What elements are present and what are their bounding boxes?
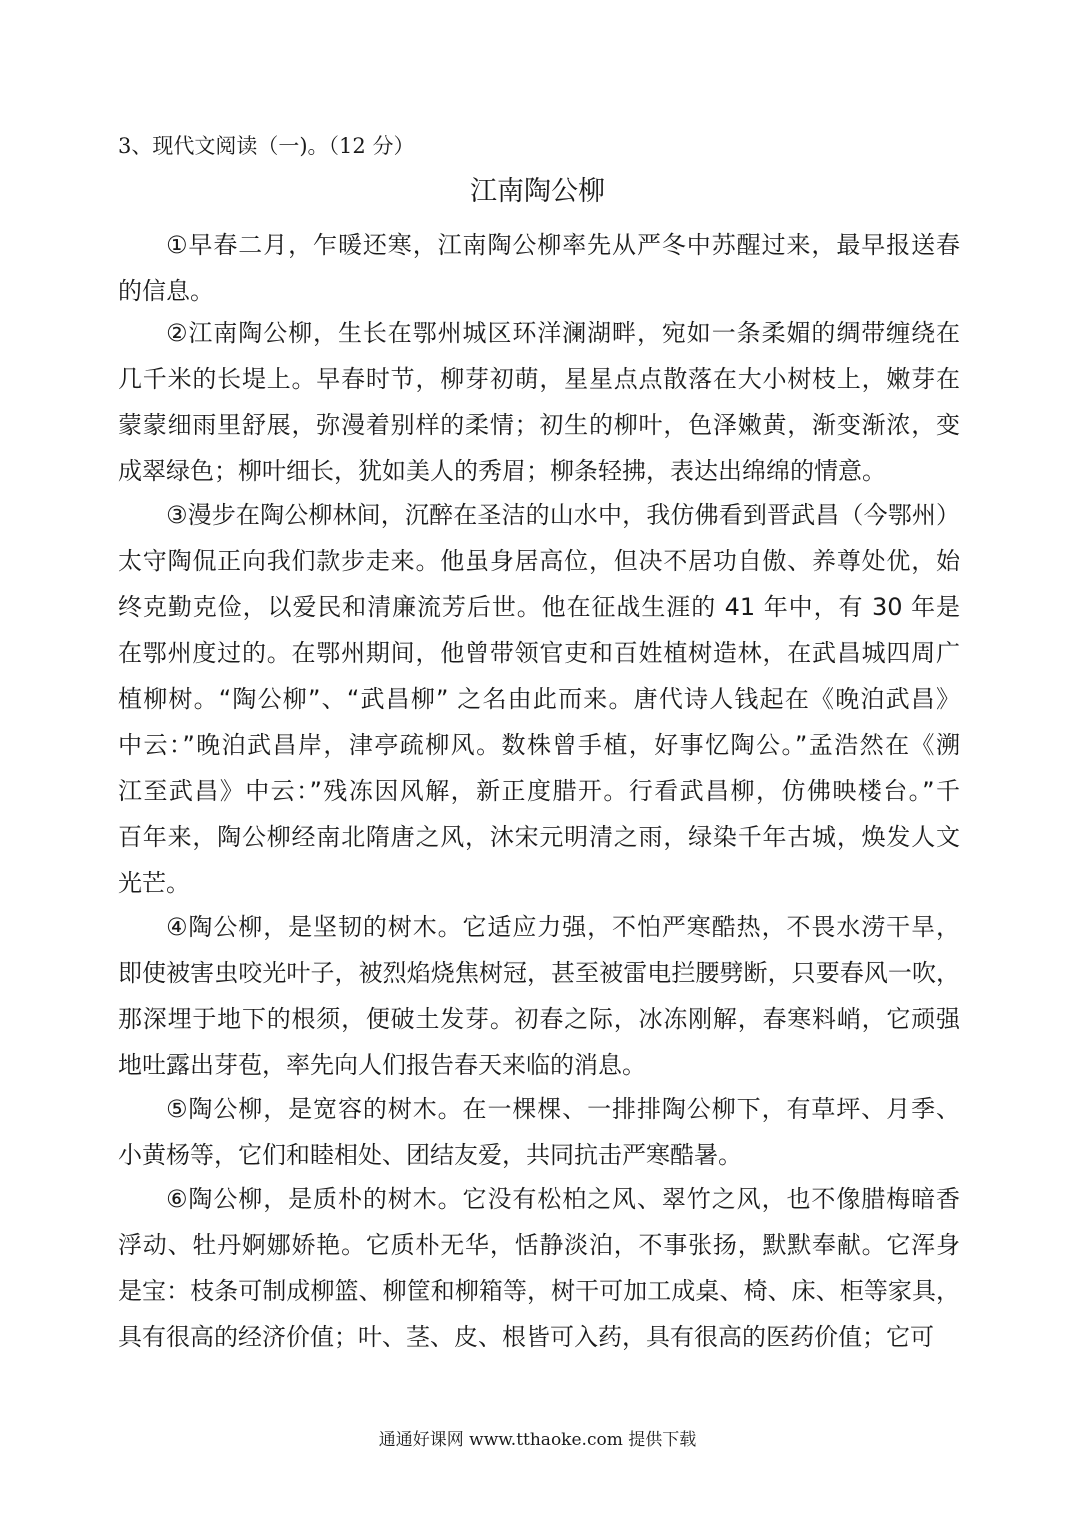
paragraph-line: 几千米的长堤上。早春时节，柳芽初萌，星星点点散落在大小树枝上，嫩芽在 [118,365,960,393]
paragraph-line: 小黄杨等，它们和睦相处、团结友爱，共同抗击严寒酷暑。 [118,1141,742,1169]
paragraph-line: 成翠绿色；柳叶细长，犹如美人的秀眉；柳条轻拂，表达出绵绵的情意。 [118,457,886,485]
paragraph-line: 植柳树。“陶公柳”、“武昌柳” 之名由此而来。唐代诗人钱起在《晚泊武昌》 [118,685,960,713]
question-heading: 3、现代文阅读（一)。（12 分） [118,134,415,158]
paragraph-line: 太守陶侃正向我们款步走来。他虽身居高位，但决不居功自傲、养尊处优，始 [118,547,960,575]
paragraph-6 [118,1176,960,1360]
paragraph-line: 浮动、牡丹婀娜娇艳。它质朴无华，恬静淡泊，不事张扬，默默奉献。它浑身 [118,1231,960,1259]
paragraph-line: 那深埋于地下的根须，便破土发芽。初春之际，冰冻刚解，春寒料峭，它顽强 [118,1005,960,1033]
paragraph-line: 的信息。 [118,277,214,305]
paragraph-line: ⑥陶公柳，是质朴的树木。它没有松柏之风、翠竹之风，也不像腊梅暗香 [166,1185,960,1213]
paragraph-5 [118,1086,960,1178]
paragraph-1 [118,222,960,314]
paragraph-line: ⑤陶公柳，是宽容的树木。在一棵棵、一排排陶公柳下，有草坪、月季、 [166,1095,960,1123]
paragraph-line: 蒙蒙细雨里舒展，弥漫着别样的柔情；初生的柳叶，色泽嫩黄，渐变渐浓，变 [118,411,960,439]
paragraph-line: 江至武昌》中云：”残冻因风解，新正度腊开。行看武昌柳，仿佛映楼台。”千 [118,777,960,805]
paragraph-line: ②江南陶公柳，生长在鄂州城区环洋澜湖畔，宛如一条柔媚的绸带缠绕在 [166,319,960,347]
paragraph-line: 中云：”晚泊武昌岸，津亭疏柳风。数株曾手植，好事忆陶公。”孟浩然在《溯 [118,731,960,759]
footer-source-note: 通通好课网 www.tthaoke.com 提供下载 [378,1430,697,1450]
paragraph-3 [118,492,960,906]
paragraph-2 [118,310,960,494]
paragraph-line: 即使被害虫咬光叶子，被烈焰烧焦树冠，甚至被雷电拦腰劈断，只要春风一吹， [118,959,960,987]
paragraph-line: 地吐露出芽苞，率先向人们报告春天来临的消息。 [118,1051,646,1079]
paragraph-line: ④陶公柳，是坚韧的树木。它适应力强，不怕严寒酷热，不畏水涝干旱， [166,913,960,941]
paragraph-line: 光芒。 [118,869,190,897]
paragraph-line: 百年来，陶公柳经南北隋唐之风，沐宋元明清之雨，绿染千年古城，焕发人文 [118,823,960,851]
paragraph-line: 具有很高的经济价值；叶、茎、皮、根皆可入药，具有很高的医药价值；它可 [118,1323,934,1351]
paragraph-line: ①早春二月，乍暖还寒，江南陶公柳率先从严冬中苏醒过来，最早报送春 [166,231,960,259]
paragraph-line: 在鄂州度过的。在鄂州期间，他曾带领官吏和百姓植树造林，在武昌城四周广 [118,639,960,667]
paragraph-4 [118,904,960,1088]
article-title: 江南陶公柳 [470,176,605,207]
paragraph-line: 是宝：枝条可制成柳篮、柳筐和柳箱等，树干可加工成桌、椅、床、柜等家具， [118,1277,960,1305]
paragraph-line: 终克勤克俭，以爱民和清廉流芳后世。他在征战生涯的 41 年中，有 30 年是 [118,593,960,621]
paragraph-line: ③漫步在陶公柳林间，沉醉在圣洁的山水中，我仿佛看到晋武昌（今鄂州） [166,501,960,529]
